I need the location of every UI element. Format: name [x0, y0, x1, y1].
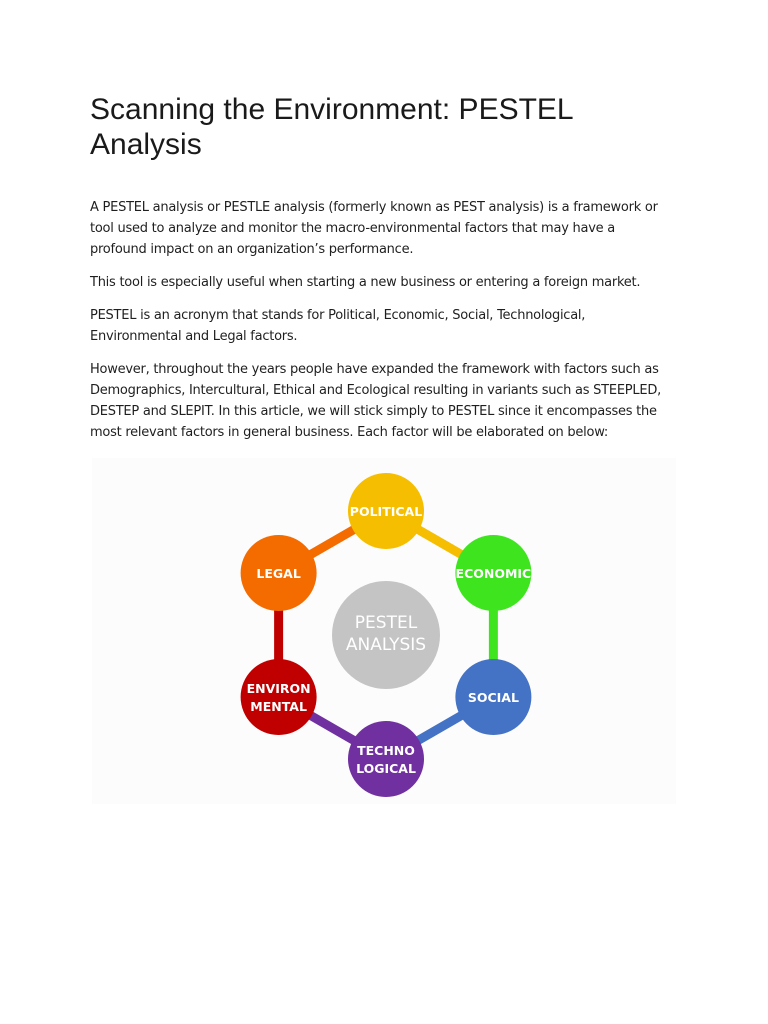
factor-label: ENVIRON [246, 681, 311, 696]
center-node [332, 581, 440, 689]
factor-label: ECONOMIC [455, 566, 532, 581]
paragraph-variants: However, throughout the years people have expanded the framework with factors such as Demographics, Intercultural, Ethical and Ecological resulting in variants such as STEEPLED, DESTEP and SLEPIT. In this article, we will stick simply to PESTEL since it encompasses the most relevant factors in general business. Each factor will be elaborated on below: [90, 362, 661, 440]
factor-label: TECHNO [357, 743, 415, 758]
factor-label: POLITICAL [349, 504, 423, 519]
factor-circle [348, 721, 424, 797]
factor-node [241, 659, 317, 735]
factor-node [455, 659, 531, 735]
factor-label: SOCIAL [467, 690, 519, 705]
factor-label: LEGAL [256, 566, 301, 581]
pestel-diagram [92, 458, 676, 804]
center-label-line1: PESTEL [354, 613, 418, 633]
factor-node [348, 721, 424, 797]
paragraph-intro: A PESTEL analysis or PESTLE analysis (formerly known as PEST analysis) is a framework or tool used to analyze and monitor the macro-environmental factors that may have a profound impact on an organization’s performance. [90, 200, 658, 257]
pestel-diagram-canvas [92, 458, 676, 804]
factor-circle [241, 659, 317, 735]
paragraph-acronym: PESTEL is an acronym that stands for Political, Economic, Social, Technological, Environmental and Legal factors. [90, 308, 586, 344]
factor-node [455, 535, 531, 611]
factor-label: LOGICAL [356, 761, 416, 776]
paragraph-usefulness: This tool is especially useful when starting a new business or entering a foreign market. [90, 275, 641, 290]
page-title: Scanning the Environment: PESTEL Analysis [90, 93, 573, 161]
factor-label: MENTAL [250, 699, 307, 714]
article-body [90, 197, 672, 455]
factor-node [241, 535, 317, 611]
center-label-line2: ANALYSIS [345, 635, 427, 655]
factor-node [348, 473, 424, 549]
